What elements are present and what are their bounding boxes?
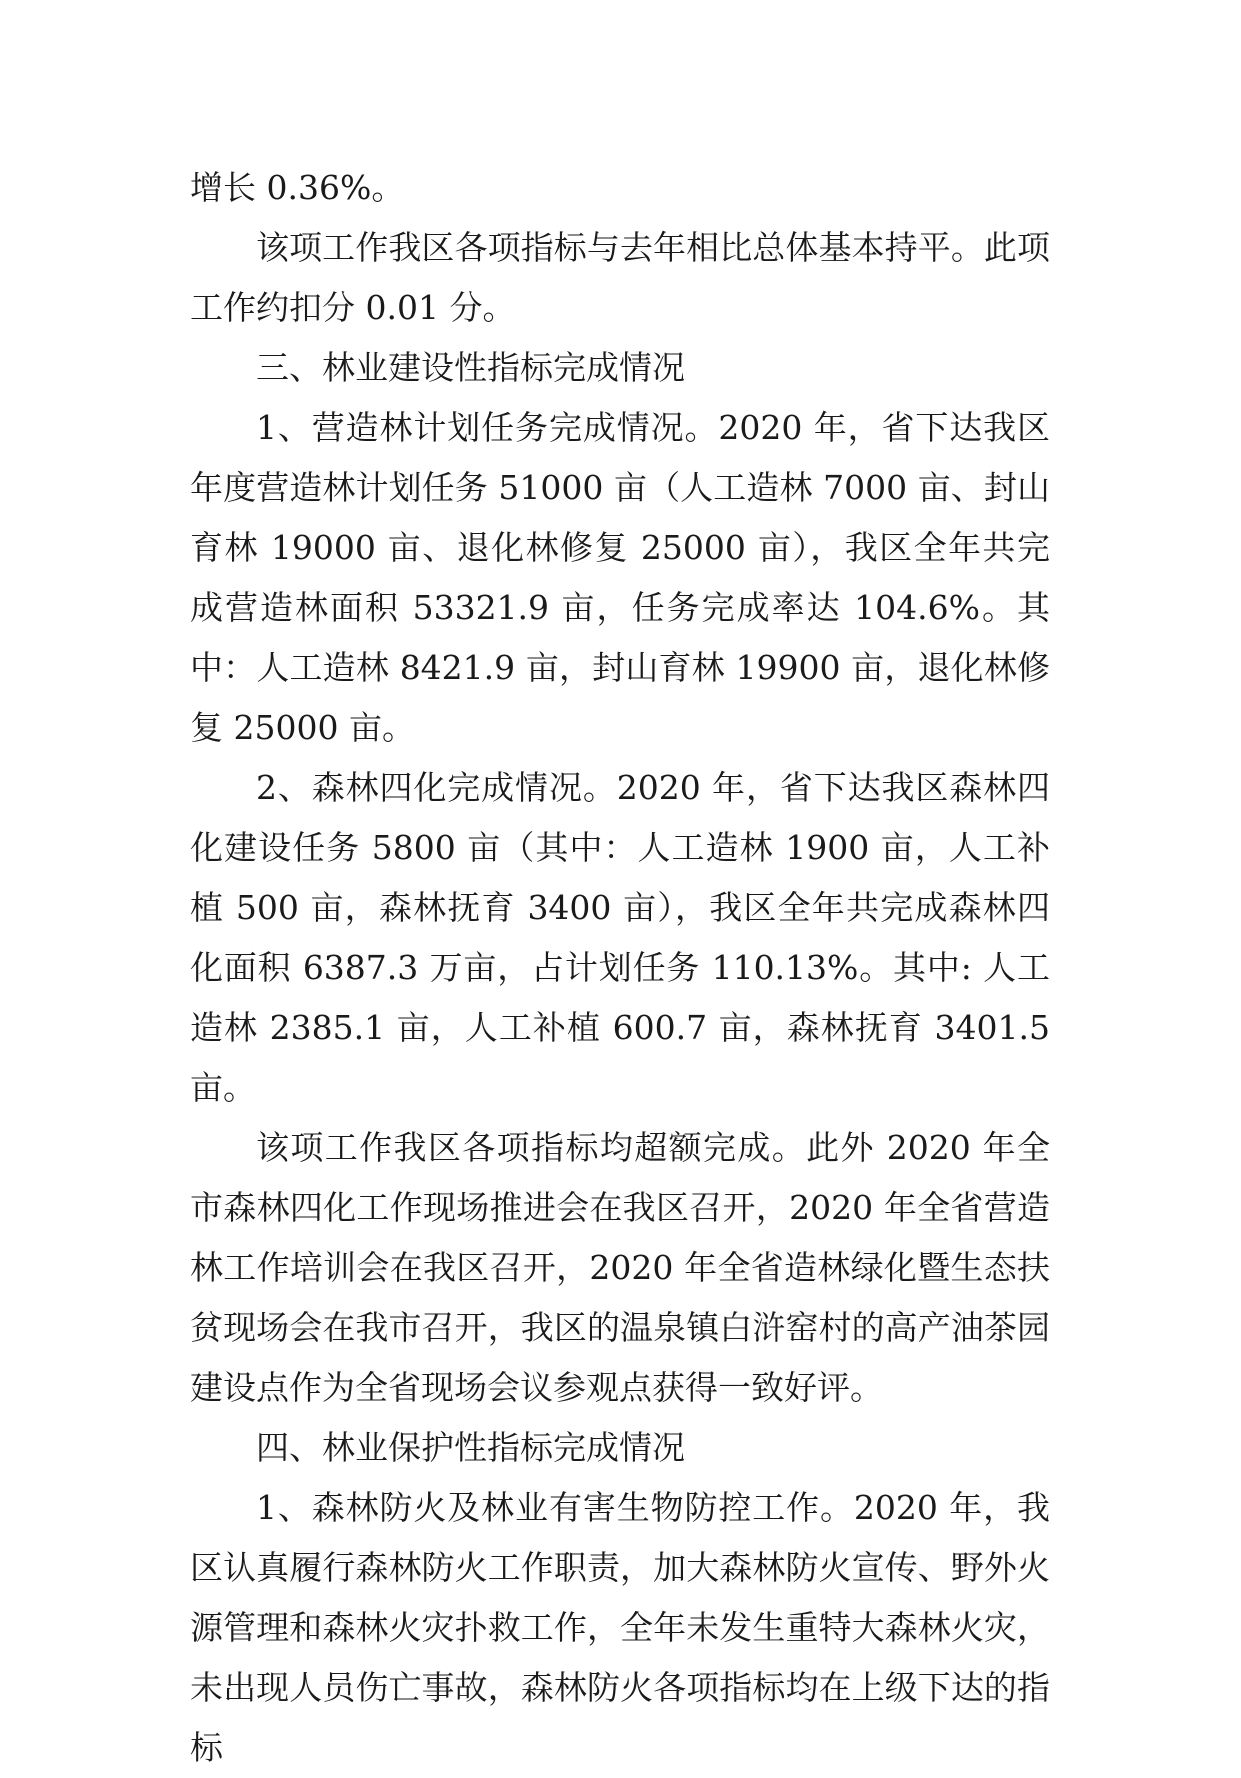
paragraph-fire-prevention: 1、森林防火及林业有害生物防控工作。2020 年，我区认真履行森林防火工作职责，加大森林防火宣传、野外火源管理和森林火灾扑救工作，全年未发生重特大森林火灾，未出现人员伤亡事故，森林防火各项指标均在上级下达的指标 [190, 1488, 1050, 1767]
section-heading-construction: 三、林业建设性指标完成情况 [256, 348, 685, 387]
document-body [190, 158, 1050, 1778]
paragraph-forest-four-modernizations: 2、森林四化完成情况。2020 年，省下达我区森林四化建设任务 5800 亩（其中：人工造林 1900 亩，人工补植 500 亩，森林抚育 3400 亩），我区全年共完成森林四化面积 6387.3 万亩，占计划任务 110.13%。其中: 人工造林 2385.1 亩，人工补植 600.7 亩，森林抚育 3401.5 亩。 [190, 768, 1050, 1107]
paragraph-overachievement: 该项工作我区各项指标均超额完成。此外 2020 年全市森林四化工作现场推进会在我区召开，2020 年全省营造林工作培训会在我区召开，2020 年全省造林绿化暨生态扶贫现场会在我市召开，我区的温泉镇白浒窑村的高产油茶园建设点作为全省现场会议参观点获得一致好评。 [190, 1128, 1050, 1407]
section-heading-protection: 四、林业保护性指标完成情况 [256, 1428, 685, 1467]
paragraph-indicator-summary: 该项工作我区各项指标与去年相比总体基本持平。此项工作约扣分 0.01 分。 [190, 228, 1050, 327]
paragraph-growth-rate: 增长 0.36%。 [190, 168, 405, 207]
paragraph-afforestation-plan: 1、营造林计划任务完成情况。2020 年，省下达我区年度营造林计划任务 51000 亩（人工造林 7000 亩、封山育林 19000 亩、退化林修复 25000 亩），我区全年共完成营造林面积 53321.9 亩，任务完成率达 104.6%。其中：人工造林 8421.9 亩，封山育林 19900 亩，退化林修复 25000 亩。 [190, 408, 1050, 747]
